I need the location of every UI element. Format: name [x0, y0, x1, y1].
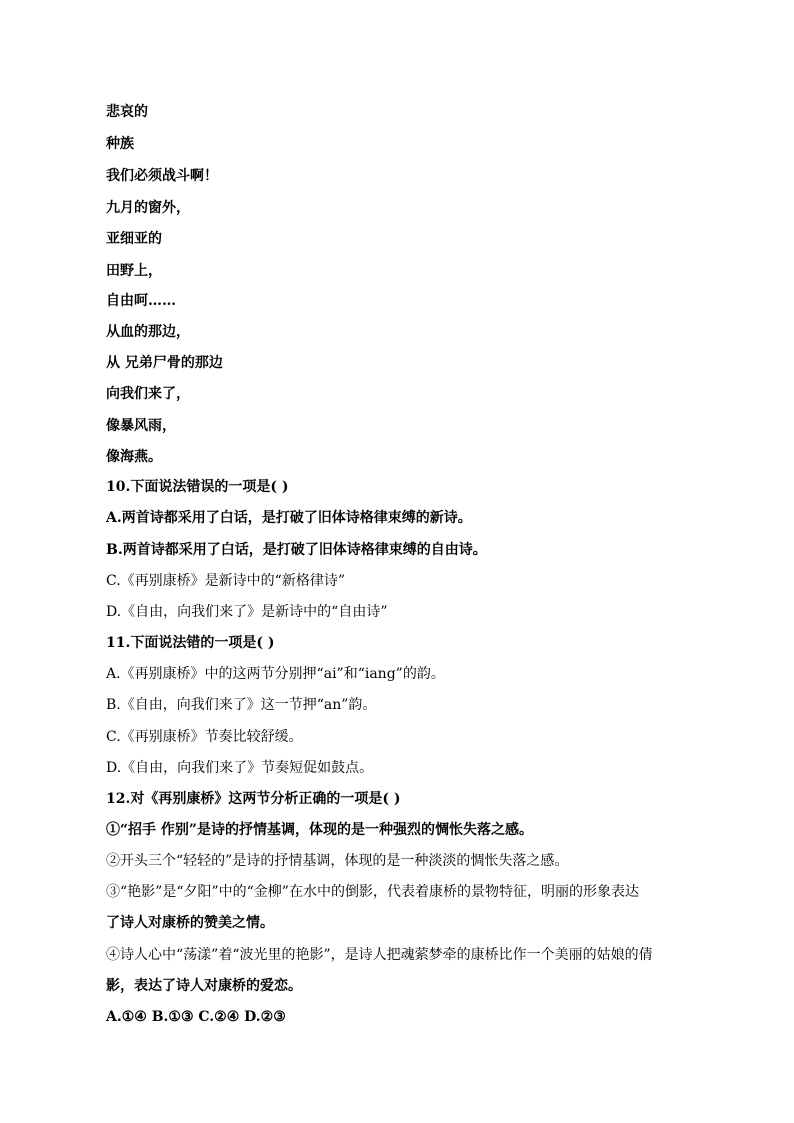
- question-11-option-d: D.《自由，向我们来了》节奏短促如鼓点。: [106, 760, 374, 776]
- question-12-statement-3: ③“艳影”是“夕阳”中的“金柳”在水中的倒影，代表着康桥的景物特征，明丽的形象表达: [106, 884, 639, 900]
- question-12-statement-3-cont: 了诗人对康桥的赞美之情。: [106, 915, 274, 931]
- poem-line: 像暴风雨，: [106, 418, 176, 434]
- poem-line: 九月的窗外，: [106, 200, 190, 216]
- poem-line: 我们必须战斗啊！: [106, 168, 218, 184]
- poem-line: 悲哀的: [106, 104, 148, 120]
- question-12-statement-4: ④诗人心中“荡漾”着“波光里的艳影”，是诗人把魂萦梦牵的康桥比作一个美丽的姑娘的倩: [106, 947, 653, 963]
- question-11-option-c: C.《再别康桥》节奏比较舒缓。: [106, 729, 303, 745]
- question-12-options: A.①④ B.①③ C.②④ D.②③: [106, 1009, 286, 1025]
- question-12-statement-1: ①“招手 作别”是诗的抒情基调，体现的是一种强烈的惆怅失落之感。: [106, 822, 533, 838]
- question-10-option-a: A.两首诗都采用了白话，是打破了旧体诗格律束缚的新诗。: [106, 510, 472, 526]
- poem-line: 田野上，: [106, 263, 162, 279]
- question-11-option-b: B.《自由，向我们来了》这一节押“an”韵。: [106, 697, 377, 713]
- question-11-stem: 11.下面说法错的一项是( ): [106, 635, 275, 651]
- question-12-statement-2: ②开头三个“轻轻的”是诗的抒情基调，体现的是一种淡淡的惆怅失落之感。: [106, 853, 569, 869]
- question-12-stem: 12.对《再别康桥》这两节分析正确的一项是( ): [106, 791, 401, 807]
- poem-line: 从 兄弟尸骨的那边: [106, 355, 223, 371]
- poem-line: 从血的那边，: [106, 324, 190, 340]
- poem-line: 向我们来了，: [106, 386, 190, 402]
- question-11-option-a: A.《再别康桥》中的这两节分别押“ai”和“iang”的韵。: [106, 666, 445, 682]
- poem-line: 自由呵……: [106, 293, 176, 309]
- question-10-option-b: B.两首诗都采用了白话，是打破了旧体诗格律束缚的自由诗。: [106, 542, 487, 558]
- poem-line: 种族: [106, 136, 134, 152]
- question-12-statement-4-cont: 影，表达了诗人对康桥的爱恋。: [106, 978, 302, 994]
- question-10-stem: 10.下面说法错误的一项是( ): [106, 479, 289, 495]
- question-10-option-c: C.《再别康桥》是新诗中的“新格律诗”: [106, 573, 345, 589]
- question-10-option-d: D.《自由，向我们来了》是新诗中的“自由诗”: [106, 604, 388, 620]
- poem-line: 亚细亚的: [106, 231, 162, 247]
- poem-line: 像海燕。: [106, 449, 162, 465]
